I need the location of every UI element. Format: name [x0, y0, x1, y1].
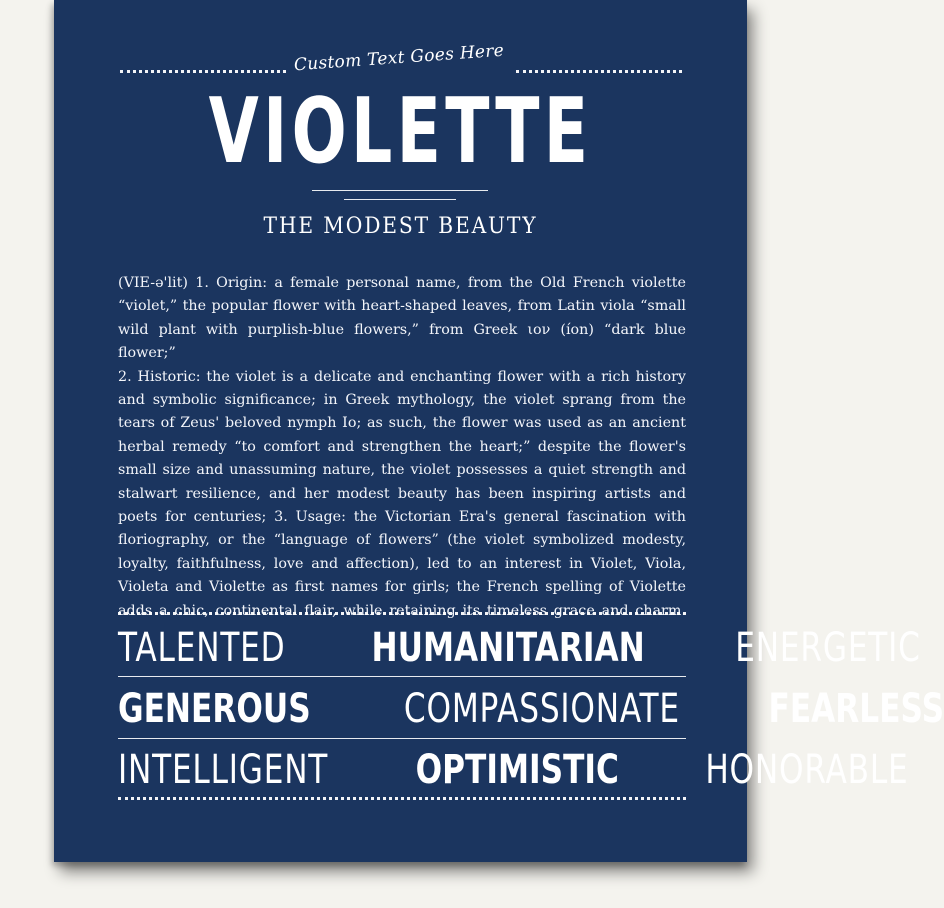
trait-word: OPTIMISTIC: [416, 747, 620, 793]
trait-word: TALENTED: [118, 625, 286, 671]
definition-line: and symbolic significance; in Greek mythology, the violet sprang from the: [118, 392, 686, 409]
name-title: VIOLETTE: [208, 79, 593, 184]
top-right-dotted-divider: [516, 70, 682, 73]
traits-bottom-dotted-divider: [118, 797, 686, 800]
title-underline-short: [344, 199, 456, 200]
definition-line: floriography, or the “language of flowers” (the violet symbolized modesty,: [118, 532, 686, 549]
traits-divider-2: [118, 738, 686, 739]
definition-line: tears of Zeus' beloved nymph Io; as such, the flower was used as an ancient: [118, 415, 686, 432]
definition-line: adds a chic, continental flair, while retaining its timeless grace and charm.: [118, 602, 686, 619]
definition-line: loyalty, faithfulness, love and affection), led to an interest in Violet, Viola,: [118, 555, 686, 572]
custom-text: Custom Text Goes Here: [293, 40, 505, 76]
definition-line: stalwart resilience, and her modest beauty has been inspiring artists and: [118, 485, 686, 502]
trait-word: COMPASSIONATE: [403, 686, 680, 732]
traits-row-3: [118, 744, 909, 796]
definition-line: (VIE-ə'lit) 1. Origin: a female personal name, from the Old French violette: [118, 275, 686, 291]
trait-word: FEARLESS: [768, 686, 944, 732]
definition-line: “violet,” the popular flower with heart-shaped leaves, from Latin viola “small: [118, 298, 686, 315]
trait-word: GENEROUS: [118, 686, 311, 732]
trait-word: HUMANITARIAN: [371, 625, 645, 671]
name-meaning: THE MODEST BEAUTY: [263, 214, 538, 239]
definition-line: herbal remedy “to comfort and strengthen the heart;” despite the flower's: [118, 438, 686, 455]
top-left-dotted-divider: [120, 70, 286, 73]
traits-divider-1: [118, 676, 686, 677]
name-definition: [118, 272, 686, 623]
definition-line: wild plant with purplish-blue flowers,” from Greek ιον (íon) “dark blue flower;”: [118, 321, 686, 362]
title-underline-long: [312, 190, 488, 191]
trait-word: HONORABLE: [705, 747, 909, 793]
trait-word: INTELLIGENT: [118, 747, 329, 793]
definition-line: 2. Historic: the violet is a delicate and enchanting flower with a rich history: [118, 368, 686, 385]
name-poster: [54, 0, 944, 862]
definition-line: small size and unassuming nature, the violet possesses a quiet strength and: [118, 462, 686, 479]
definition-line: poets for centuries; 3. Usage: the Victorian Era's general fascination with: [118, 509, 686, 526]
trait-word: ENERGETIC: [735, 625, 921, 671]
traits-row-2: [118, 683, 944, 735]
traits-top-dotted-divider: [118, 612, 686, 615]
traits-row-1: [118, 622, 921, 674]
definition-line: Violeta and Violette as first names for girls; the French spelling of Violette: [118, 579, 686, 596]
